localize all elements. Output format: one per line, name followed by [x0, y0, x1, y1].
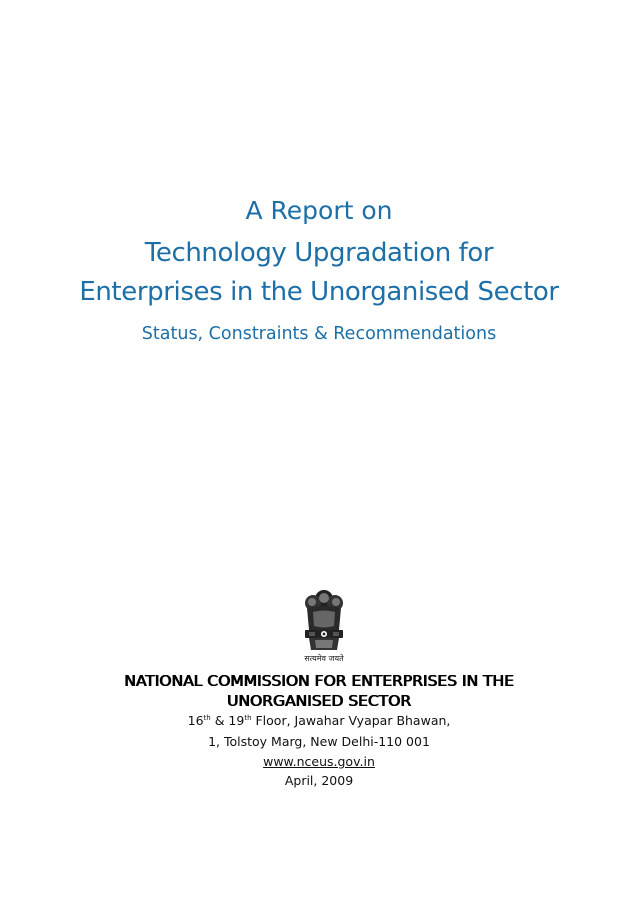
floor-suffix-2: th: [244, 714, 252, 722]
publication-date: April, 2009: [284, 773, 354, 788]
address-building: Floor, Jawahar Vyapar Bhawan,: [251, 713, 451, 728]
publisher-name-line2: UNORGANISED SECTOR: [226, 692, 412, 710]
floor-number-2: 19: [228, 713, 245, 728]
report-title-line3: Enterprises in the Unorganised Sector: [79, 277, 559, 307]
report-subtitle: Status, Constraints & Recommendations: [141, 324, 497, 344]
floor-number-1: 16: [187, 713, 204, 728]
publisher-name-line1: NATIONAL COMMISSION FOR ENTERPRISES IN THE: [124, 672, 514, 690]
address-ampersand: &: [210, 713, 229, 728]
website-line: [0, 754, 638, 769]
address-line1: [0, 713, 638, 728]
website-link[interactable]: www.nceus.gov.in: [263, 754, 375, 769]
ashoka-emblem-icon: [293, 586, 355, 666]
floor-suffix-1: th: [203, 714, 211, 722]
emblem-motto: सत्यमेव जयते: [304, 654, 344, 663]
address-line2: 1, Tolstoy Marg, New Delhi-110 001: [208, 734, 430, 749]
report-title-line2: Technology Upgradation for: [144, 238, 494, 268]
report-title-line1: A Report on: [245, 196, 393, 225]
